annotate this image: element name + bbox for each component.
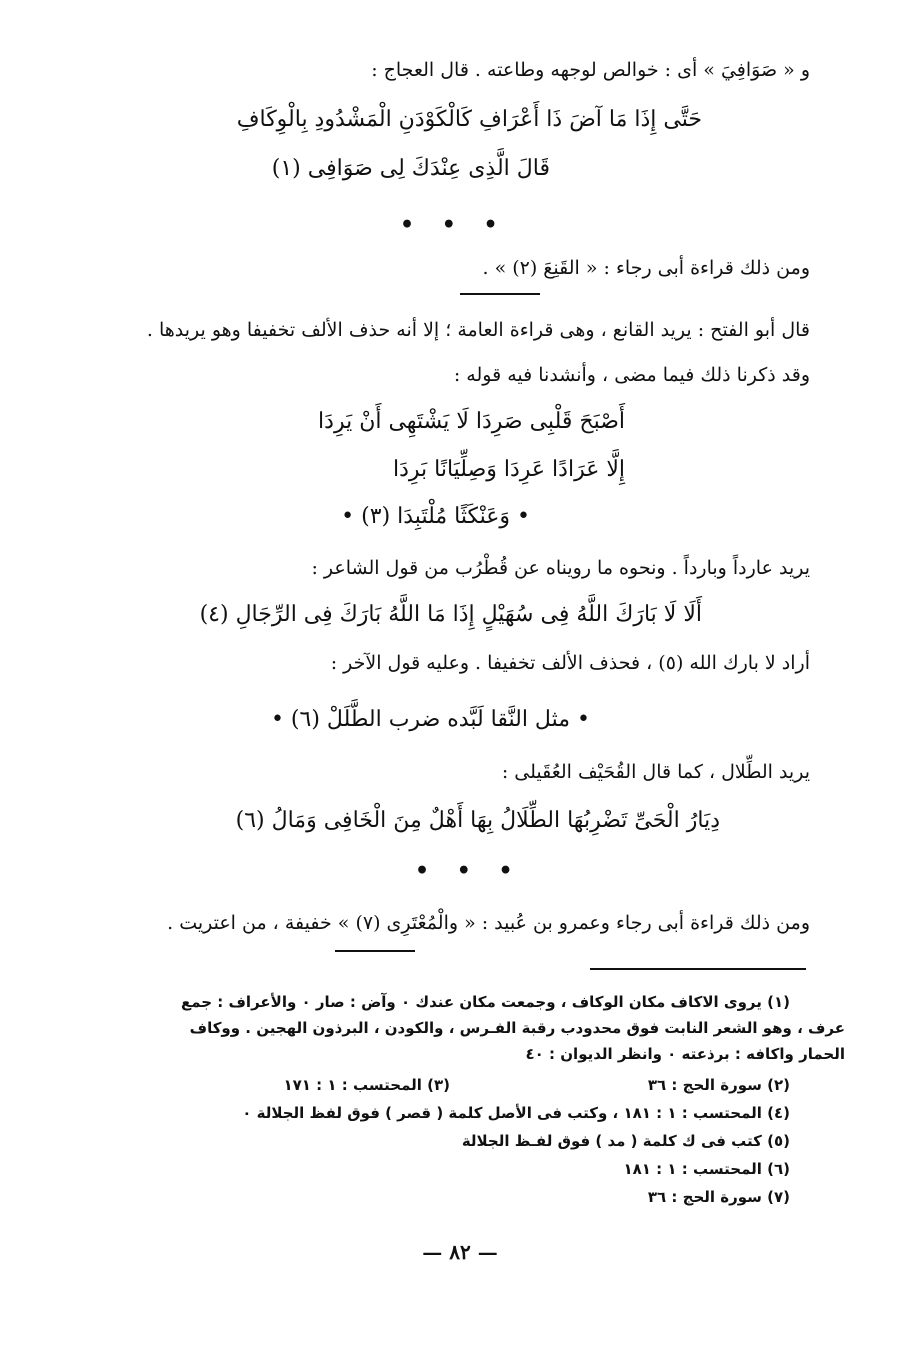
- verse-line: إِلَّا عَرَادًا عَرِدَا وَصِلِّيَانًا بَرِدَا: [392, 457, 625, 482]
- footnote: الحمار واكافه : برذعته ٠ وانظر الديوان : ٤٠: [525, 1045, 845, 1063]
- underline-rule: [460, 293, 540, 295]
- footnote: (١) يروى الاكاف مكان الوكاف ، وجمعت مكان عندك ٠ وآض : صار ٠ والأعراف : جمع: [180, 993, 790, 1011]
- underline-rule: [335, 950, 415, 952]
- footnote: (٤) المحتسب : ١ : ١٨١ ، وكتب فى الأصل كلمة ( قصر ) فوق لفظ الجلالة ٠: [242, 1104, 790, 1122]
- text-line: يريد الطِّلال ، كما قال القُحَيْف العُقَيلى :: [501, 761, 810, 783]
- verse-line: • مثل النَّقا لَبَّده ضرب الطَّلَلْ (٦) •: [270, 707, 590, 732]
- footnote: عرف ، وهو الشعر النابت فوق محدودب رقبة الفـرس ، والكودن ، البرذون الهجين . ووكاف: [189, 1019, 845, 1037]
- footnote: (٦) المحتسب : ١ : ١٨١: [623, 1160, 790, 1178]
- verse-line: أَصْبَحَ قَلْبِى صَرِدَا لَا يَشْتَهِى أَنْ يَرِدَا: [318, 409, 625, 434]
- section-separator: • • •: [400, 212, 508, 238]
- text-line: يريد عارداً وبارداً . ونحوه ما رويناه عن قُطْرُب من قول الشاعر :: [311, 557, 810, 579]
- text-line: ومن ذلك قراءة أبى رجاء وعمرو بن عُبيد : « والْمُعْتَرِى (٧) » خفيفة ، من اعتريت .: [167, 912, 810, 934]
- section-separator: • • •: [415, 858, 523, 884]
- footnote: (٣) المحتسب : ١ : ١٧١: [283, 1076, 450, 1094]
- page-number: — ٨٢ —: [422, 1240, 498, 1264]
- footnote: (٥) كتب فى ك كلمة ( مد ) فوق لفـظ الجلالة: [461, 1132, 790, 1150]
- footnote-separator: [590, 968, 806, 970]
- text-line: أراد لا بارك الله (٥) ، فحذف الألف تخفيفا . وعليه قول الآخر :: [330, 652, 810, 674]
- verse-line: قَالَ الَّذِى عِنْدَكَ لِى صَوَافِى (١): [271, 156, 550, 181]
- text-line: وقد ذكرنا ذلك فيما مضى ، وأنشدنا فيه قوله :: [453, 364, 810, 386]
- text-line: قال أبو الفتح : يريد القانع ، وهى قراءة العامة ؛ إلا أنه حذف الألف تخفيفا وهو يريدها .: [146, 319, 810, 341]
- footnote: (٧) سورة الحج : ٣٦: [647, 1188, 790, 1206]
- text-line: و « صَوَافِيَ » أى : خوالص لوجهه وطاعته . قال العجاج :: [371, 59, 810, 81]
- footnote: (٢) سورة الحج : ٣٦: [647, 1076, 790, 1094]
- text-line: ومن ذلك قراءة أبى رجاء : « القَنِعَ (٢) » .: [482, 257, 810, 279]
- verse-line: • وَعَنْكَثًا مُلْتَبِدَا (٣) •: [341, 504, 530, 529]
- verse-line: حَتَّى إِذَا مَا آضَ ذَا أَعْرَافِ كَالْكَوْدَنِ الْمَشْدُودِ بِالْوِكَافِ: [236, 107, 702, 132]
- verse-line: أَلَا لَا بَارَكَ اللَّهُ فِى سُهَيْلٍ إِذَا مَا اللَّهُ بَارَكَ فِى الرِّجَالِ (٤): [199, 602, 702, 627]
- verse-line: دِيَارُ الْحَىِّ تَضْرِبُهَا الطِّلَالُ بِهَا أَهْلٌ مِنَ الْخَافِى وَمَالُ (٦): [235, 808, 720, 833]
